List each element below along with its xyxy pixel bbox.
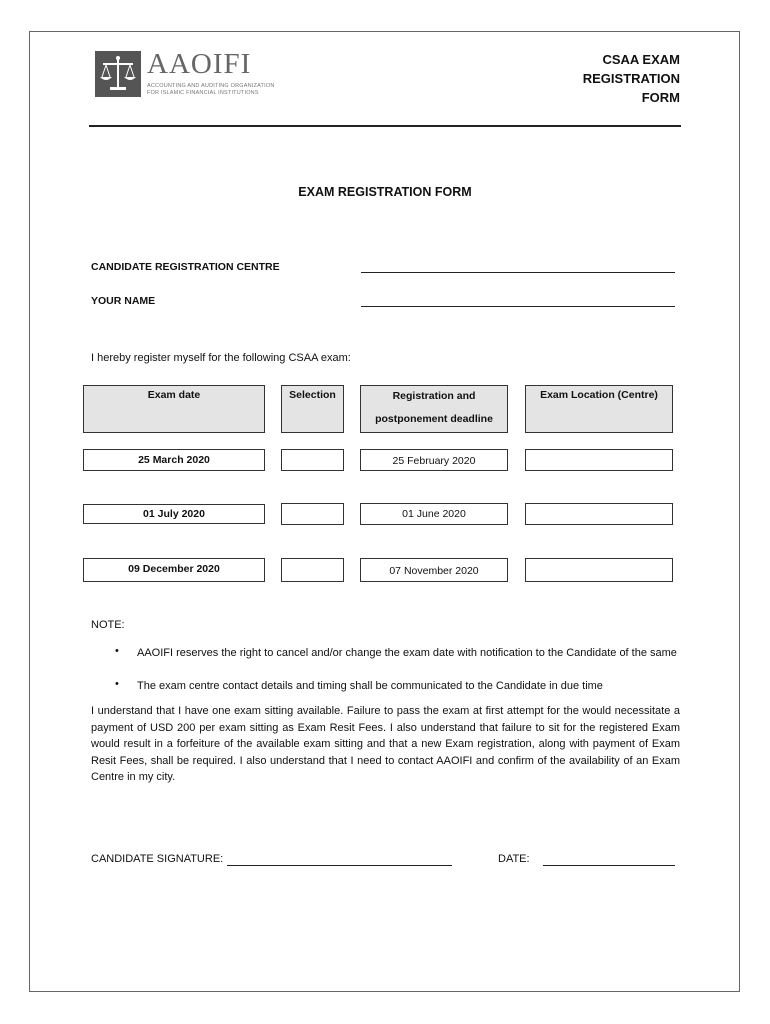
header-divider	[89, 125, 681, 127]
header-exam-date	[83, 385, 265, 433]
header-deadline-line1: Registration and	[392, 390, 476, 402]
row1-location-box[interactable]	[525, 449, 673, 471]
document-title	[583, 50, 680, 107]
header-deadline-line2: postponement deadline	[375, 413, 493, 425]
intro-text: I hereby register myself for the following CSAA exam:	[91, 352, 351, 364]
logo-subtitle-line2: FOR ISLAMIC FINANCIAL INSTITUTIONS	[147, 90, 259, 96]
row2-deadline: 01 June 2020	[360, 503, 508, 525]
row2-exam-date: 01 July 2020	[83, 504, 265, 524]
row3-deadline: 07 November 2020	[360, 558, 508, 582]
logo-subtitle-line1: ACCOUNTING AND AUDITING ORGANIZATION	[147, 83, 275, 89]
header-exam-date-label: Exam date	[147, 389, 201, 401]
row3-selection-box[interactable]	[281, 558, 344, 582]
header-selection-label: Selection	[289, 389, 336, 401]
header-deadline	[360, 385, 508, 433]
row3-exam-date: 09 December 2020	[83, 558, 265, 582]
note-bullet-1: AAOIFI reserves the right to cancel and/or change the exam date with notification to the Candidate of the same	[137, 647, 677, 659]
header-selection	[281, 385, 344, 433]
aaoifi-logo	[95, 48, 275, 97]
title-line-1: CSAA EXAM	[602, 52, 680, 67]
centre-label: CANDIDATE REGISTRATION CENTRE	[91, 261, 280, 273]
title-line-2: REGISTRATION	[582, 71, 680, 86]
bullet-icon: •	[115, 645, 119, 657]
row2-selection-box[interactable]	[281, 503, 344, 525]
note-bullet-2: The exam centre contact details and timing shall be communicated to the Candidate in due time	[137, 680, 603, 692]
bullet-icon: •	[115, 678, 119, 690]
logo-name: AAOIFI	[147, 48, 252, 80]
signature-line[interactable]	[227, 865, 452, 866]
name-label: YOUR NAME	[91, 295, 156, 307]
centre-input-line[interactable]	[361, 272, 675, 273]
signature-label: CANDIDATE SIGNATURE:	[91, 853, 224, 865]
note-label: NOTE:	[91, 619, 125, 631]
row1-deadline: 25 February 2020	[360, 449, 508, 471]
row1-exam-date: 25 March 2020	[83, 449, 265, 471]
form-title: EXAM REGISTRATION FORM	[298, 185, 472, 199]
row2-location-box[interactable]	[525, 503, 673, 525]
row3-location-box[interactable]	[525, 558, 673, 582]
header-location-label: Exam Location (Centre)	[540, 389, 658, 401]
date-label: DATE:	[498, 853, 530, 865]
header-location	[525, 385, 673, 433]
scales-icon	[95, 51, 141, 97]
title-line-3: FORM	[641, 90, 680, 105]
name-input-line[interactable]	[361, 306, 675, 307]
row1-selection-box[interactable]	[281, 449, 344, 471]
date-line[interactable]	[543, 865, 675, 866]
declaration-paragraph: I understand that I have one exam sitting available. Failure to pass the exam at first attempt for the would necessitate a payment of USD 200 per exam sitting as Exam Resit Fees. I also understand that failure to sit for the registered Exam would result in a forfeiture of the available exam sitting and that a new Exam registration, along with payment of Exam Resit Fees, shall be required. I also understand that I need to contact AAOIFI and confirm of the availability of an Exam Centre in my city.	[91, 705, 680, 783]
